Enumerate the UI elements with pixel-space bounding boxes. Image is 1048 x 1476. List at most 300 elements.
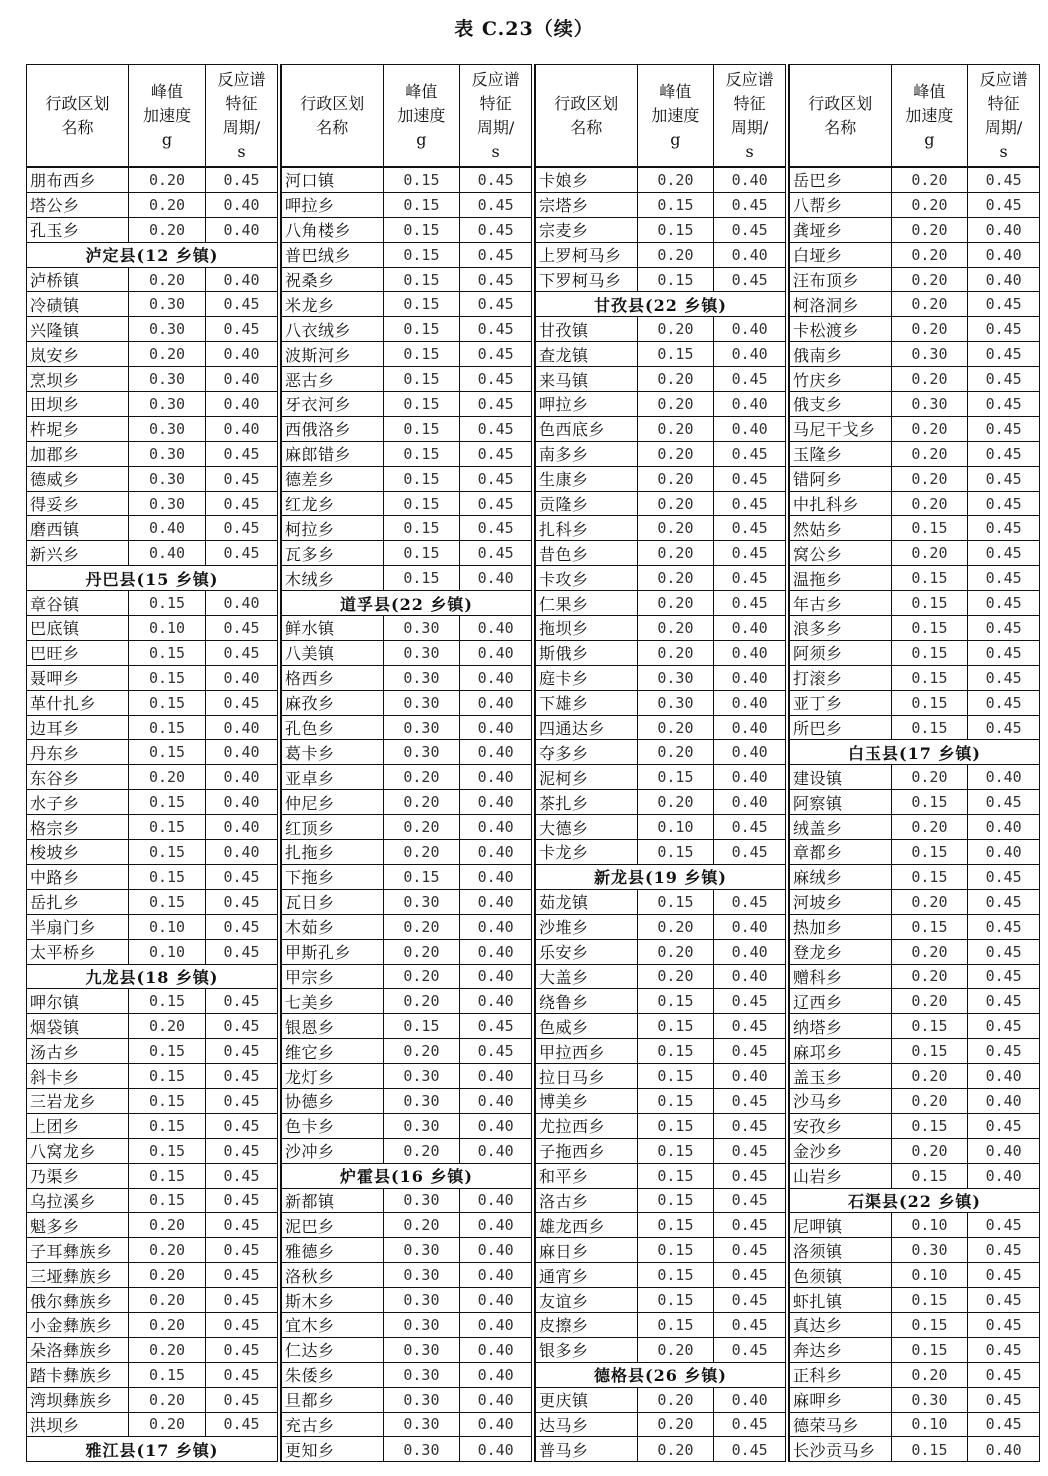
characteristic-period-value: 0.40 [223,594,260,613]
characteristic-period-value: 0.40 [731,320,768,339]
peak-acceleration-value: 0.30 [384,666,461,690]
township-name: 南多乡 [536,442,638,466]
peak-acceleration-value: 0.20 [892,1139,969,1163]
characteristic-period-value: 0.45 [731,1042,768,1061]
characteristic-period-value: 0.45 [477,394,514,413]
table-row [790,492,1039,517]
table-row [27,367,277,392]
characteristic-period-value: 0.40 [731,793,768,812]
characteristic-period-value: 0.45 [731,1266,768,1285]
county-heading: 雅江县(17 乡镇) [85,1441,219,1461]
peak-acceleration-value: 0.15 [129,1064,206,1088]
table-row [282,168,531,193]
township-name: 仁达乡 [282,1338,384,1362]
characteristic-period-value: 0.45 [223,1191,260,1210]
county-heading-row [536,865,785,890]
characteristic-period-value: 0.40 [477,992,514,1011]
peak-acceleration-value: 0.15 [638,1189,715,1213]
peak-acceleration-value: 0.20 [638,965,715,989]
township-name: 盖玉乡 [790,1064,892,1088]
header-characteristic-period: 反应谱 特征 周期/ s [725,69,774,161]
table-row [282,989,531,1014]
table-row [790,616,1039,641]
peak-acceleration-value: 0.15 [892,1039,969,1063]
characteristic-period-value: 0.45 [223,1266,260,1285]
characteristic-period-value: 0.40 [477,1440,514,1459]
peak-acceleration-value: 0.15 [384,516,461,540]
characteristic-period-value: 0.45 [731,1141,768,1160]
table-row [282,243,531,268]
table-row [27,1288,277,1313]
table-row [790,367,1039,392]
table-row [27,292,277,317]
peak-acceleration-value: 0.30 [384,716,461,740]
characteristic-period-value: 0.45 [223,992,260,1011]
peak-acceleration-value: 0.15 [384,865,461,889]
characteristic-period-value: 0.45 [731,469,768,488]
township-name: 魁多乡 [27,1213,129,1237]
peak-acceleration-value: 0.30 [129,367,206,391]
table-row [536,641,785,666]
township-name: 斜卡乡 [27,1064,129,1088]
characteristic-period-value: 0.45 [223,867,260,886]
column-header [27,65,277,168]
table-row [536,218,785,243]
table-row [790,1388,1039,1413]
township-name: 三垭彝族乡 [27,1263,129,1287]
peak-acceleration-value: 0.20 [384,790,461,814]
characteristic-period-value: 0.45 [223,544,260,563]
township-name: 呷尔镇 [27,989,129,1013]
peak-acceleration-value: 0.20 [384,989,461,1013]
township-name: 朵洛彝族乡 [27,1338,129,1362]
characteristic-period-value: 0.45 [985,1241,1022,1260]
table-row [282,367,531,392]
characteristic-period-value: 0.40 [477,967,514,986]
peak-acceleration-value: 0.15 [129,790,206,814]
table-row [790,1014,1039,1039]
peak-acceleration-value: 0.15 [892,1014,969,1038]
township-name: 温拖乡 [790,566,892,590]
peak-acceleration-value: 0.20 [892,193,969,217]
peak-acceleration-value: 0.30 [892,342,969,366]
county-heading-row [536,1363,785,1388]
peak-acceleration-value: 0.20 [638,641,715,665]
peak-acceleration-value: 0.15 [638,1313,715,1337]
table-column-3 [534,64,786,1462]
characteristic-period-value: 0.45 [731,1216,768,1235]
characteristic-period-value: 0.45 [985,1340,1022,1359]
township-name: 朋布西乡 [27,168,129,192]
table-row [282,1189,531,1214]
table-row [282,641,531,666]
characteristic-period-value: 0.45 [223,494,260,513]
peak-acceleration-value: 0.15 [129,1139,206,1163]
township-name: 祝桑乡 [282,268,384,292]
table-row [27,641,277,666]
characteristic-period-value: 0.40 [985,842,1022,861]
peak-acceleration-value: 0.30 [638,666,715,690]
peak-acceleration-value: 0.20 [892,989,969,1013]
table-row [27,840,277,865]
peak-acceleration-value: 0.20 [892,367,969,391]
table-row [282,840,531,865]
township-name: 辽西乡 [790,989,892,1013]
table-row [536,168,785,193]
characteristic-period-value: 0.45 [223,1166,260,1185]
county-heading-row [27,1437,277,1462]
peak-acceleration-value: 0.20 [638,367,715,391]
township-name: 八美镇 [282,641,384,665]
table-row [790,1089,1039,1114]
table-row [282,865,531,890]
table-row [282,1238,531,1263]
township-name: 更庆镇 [536,1388,638,1412]
peak-acceleration-value: 0.15 [129,890,206,914]
township-name: 普巴绒乡 [282,243,384,267]
table-row [536,1189,785,1214]
peak-acceleration-value: 0.15 [638,1238,715,1262]
table-row [282,1413,531,1438]
peak-acceleration-value: 0.10 [892,1213,969,1237]
county-heading: 白玉县(17 乡镇) [848,743,981,763]
header-characteristic-period: 反应谱 特征 周期/ s [979,69,1028,161]
table-row [536,1238,785,1263]
township-name: 绕鲁乡 [536,989,638,1013]
table-row [282,417,531,442]
characteristic-period-value: 0.40 [731,942,768,961]
peak-acceleration-value: 0.15 [129,1089,206,1113]
township-name: 四通达乡 [536,716,638,740]
peak-acceleration-value: 0.15 [129,840,206,864]
township-name: 然姑乡 [790,516,892,540]
peak-acceleration-value: 0.15 [129,691,206,715]
characteristic-period-value: 0.45 [477,220,514,239]
table-row [27,541,277,566]
township-name: 金沙乡 [790,1139,892,1163]
township-name: 米龙乡 [282,292,384,316]
township-name: 瓦日乡 [282,890,384,914]
characteristic-period-value: 0.45 [985,1365,1022,1384]
township-name: 大盖乡 [536,965,638,989]
table-row [282,541,531,566]
characteristic-period-value: 0.40 [477,1415,514,1434]
characteristic-period-value: 0.45 [731,1440,768,1459]
peak-acceleration-value: 0.15 [892,641,969,665]
table-row [282,1363,531,1388]
township-name: 烟袋镇 [27,1014,129,1038]
peak-acceleration-value: 0.15 [638,890,715,914]
peak-acceleration-value: 0.20 [638,168,715,192]
peak-acceleration-value: 0.30 [129,417,206,441]
peak-acceleration-value: 0.20 [129,1213,206,1237]
characteristic-period-value: 0.40 [731,643,768,662]
township-name: 中扎科乡 [790,492,892,516]
characteristic-period-value: 0.45 [731,1091,768,1110]
peak-acceleration-value: 0.20 [638,716,715,740]
characteristic-period-value: 0.45 [985,992,1022,1011]
table-row [282,1014,531,1039]
township-name: 雅德乡 [282,1238,384,1262]
characteristic-period-value: 0.45 [985,643,1022,662]
table-row [536,965,785,990]
peak-acceleration-value: 0.20 [638,740,715,764]
characteristic-period-value: 0.40 [477,569,514,588]
characteristic-period-value: 0.40 [477,693,514,712]
township-name: 长沙贡马乡 [790,1437,892,1462]
characteristic-period-value: 0.45 [985,394,1022,413]
township-name: 上罗柯马乡 [536,243,638,267]
characteristic-period-value: 0.45 [985,1415,1022,1434]
township-name: 沙冲乡 [282,1139,384,1163]
characteristic-period-value: 0.45 [731,544,768,563]
township-name: 泸桥镇 [27,268,129,292]
peak-acceleration-value: 0.30 [384,1288,461,1312]
characteristic-period-value: 0.40 [985,768,1022,787]
township-name: 旦都乡 [282,1388,384,1412]
peak-acceleration-value: 0.15 [384,292,461,316]
table-row [27,417,277,442]
peak-acceleration-value: 0.20 [892,442,969,466]
table-row [536,342,785,367]
table-row [27,1363,277,1388]
peak-acceleration-value: 0.10 [638,815,715,839]
table-column-2 [280,64,532,1462]
table-row [282,516,531,541]
characteristic-period-value: 0.40 [731,345,768,364]
characteristic-period-value: 0.40 [985,270,1022,289]
characteristic-period-value: 0.45 [985,718,1022,737]
township-name: 充古乡 [282,1413,384,1437]
peak-acceleration-value: 0.30 [384,1114,461,1138]
township-name: 波斯河乡 [282,342,384,366]
table-row [536,1064,785,1089]
peak-acceleration-value: 0.20 [892,965,969,989]
peak-acceleration-value: 0.20 [638,392,715,416]
characteristic-period-value: 0.45 [223,519,260,538]
peak-acceleration-value: 0.30 [892,1388,969,1412]
table-row [27,168,277,193]
township-name: 普马乡 [536,1437,638,1462]
peak-acceleration-value: 0.15 [638,1213,715,1237]
peak-acceleration-value: 0.20 [129,168,206,192]
characteristic-period-value: 0.40 [477,793,514,812]
characteristic-period-value: 0.45 [731,195,768,214]
county-heading: 石渠县(22 乡镇) [848,1191,981,1211]
characteristic-period-value: 0.40 [985,1091,1022,1110]
characteristic-period-value: 0.45 [223,170,260,189]
table-row [790,1338,1039,1363]
table-row [27,193,277,218]
characteristic-period-value: 0.45 [985,345,1022,364]
characteristic-period-value: 0.45 [223,469,260,488]
table-row [282,1338,531,1363]
table-row [536,467,785,492]
township-name: 更知乡 [282,1437,384,1462]
table-row [536,1413,785,1438]
township-name: 小金彝族乡 [27,1313,129,1337]
table-row [282,1437,531,1462]
township-name: 打滚乡 [790,666,892,690]
characteristic-period-value: 0.40 [477,1067,514,1085]
table-row [282,790,531,815]
table-row [790,890,1039,915]
table-row [536,915,785,940]
peak-acceleration-value: 0.20 [638,790,715,814]
township-name: 德差乡 [282,467,384,491]
township-name: 格西乡 [282,666,384,690]
table-row [27,442,277,467]
table-row [536,392,785,417]
characteristic-period-value: 0.40 [223,668,260,687]
characteristic-period-value: 0.40 [731,419,768,438]
table-row [790,218,1039,243]
township-name: 和平乡 [536,1164,638,1188]
characteristic-period-value: 0.40 [985,220,1022,239]
peak-acceleration-value: 0.20 [892,168,969,192]
characteristic-period-value: 0.45 [223,643,260,662]
table-row [27,1014,277,1039]
township-name: 田坝乡 [27,392,129,416]
peak-acceleration-value: 0.15 [384,193,461,217]
township-name: 雄龙西乡 [536,1213,638,1237]
peak-acceleration-value: 0.15 [129,865,206,889]
peak-acceleration-value: 0.20 [892,815,969,839]
table-row [282,1064,531,1089]
table-row [536,691,785,716]
township-name: 木绒乡 [282,566,384,590]
peak-acceleration-value: 0.20 [892,492,969,516]
peak-acceleration-value: 0.15 [384,367,461,391]
peak-acceleration-value: 0.30 [384,1189,461,1213]
table-row [790,168,1039,193]
table-row [790,591,1039,616]
characteristic-period-value: 0.45 [223,1340,260,1359]
characteristic-period-value: 0.45 [985,1042,1022,1061]
column-header [790,65,1039,168]
township-name: 巴旺乡 [27,641,129,665]
township-name: 甲宗乡 [282,965,384,989]
township-name: 兴隆镇 [27,317,129,341]
township-name: 孔色乡 [282,716,384,740]
peak-acceleration-value: 0.20 [129,218,206,242]
characteristic-period-value: 0.40 [223,743,260,762]
peak-acceleration-value: 0.15 [892,1288,969,1312]
township-name: 杵坭乡 [27,417,129,441]
table-row [536,1338,785,1363]
characteristic-period-value: 0.45 [985,1266,1022,1285]
table-row [27,492,277,517]
table-row [790,1139,1039,1164]
table-row [282,442,531,467]
characteristic-period-value: 0.40 [985,1166,1022,1185]
characteristic-period-value: 0.45 [731,220,768,239]
peak-acceleration-value: 0.10 [892,1413,969,1437]
peak-acceleration-value: 0.20 [129,1388,206,1412]
peak-acceleration-value: 0.20 [384,965,461,989]
peak-acceleration-value: 0.30 [384,1263,461,1287]
table-row [282,566,531,591]
characteristic-period-value: 0.45 [223,1116,260,1135]
township-name: 章都乡 [790,840,892,864]
peak-acceleration-value: 0.15 [129,1363,206,1387]
township-name: 麻呷乡 [790,1388,892,1412]
peak-acceleration-value: 0.15 [892,566,969,590]
peak-acceleration-value: 0.30 [384,1413,461,1437]
peak-acceleration-value: 0.20 [892,243,969,267]
peak-acceleration-value: 0.20 [892,1064,969,1088]
header-characteristic-period: 反应谱 特征 周期/ s [217,69,266,161]
table-row [536,591,785,616]
peak-acceleration-value: 0.15 [384,442,461,466]
table-row [27,218,277,243]
township-name: 安孜乡 [790,1114,892,1138]
county-heading: 泸定县(12 乡镇) [85,246,219,266]
table-columns [26,64,1038,1462]
characteristic-period-value: 0.45 [731,519,768,538]
characteristic-period-value: 0.40 [477,1340,514,1359]
peak-acceleration-value: 0.15 [638,840,715,864]
township-name: 得妥乡 [27,492,129,516]
township-name: 卡娘乡 [536,168,638,192]
township-name: 仁果乡 [536,591,638,615]
table-row [27,1164,277,1189]
characteristic-period-value: 0.45 [985,967,1022,986]
characteristic-period-value: 0.40 [477,643,514,662]
township-name: 八帮乡 [790,193,892,217]
table-row [27,1313,277,1338]
characteristic-period-value: 0.45 [477,245,514,264]
column-header [536,65,785,168]
characteristic-period-value: 0.45 [223,1216,260,1235]
township-name: 呷拉乡 [536,392,638,416]
header-peak-acceleration: 峰值 加速度 g [638,65,715,166]
peak-acceleration-value: 0.20 [892,1089,969,1113]
characteristic-period-value: 0.40 [477,1241,514,1260]
peak-acceleration-value: 0.40 [129,516,206,540]
peak-acceleration-value: 0.20 [638,591,715,615]
peak-acceleration-value: 0.20 [638,442,715,466]
characteristic-period-value: 0.40 [477,842,514,861]
peak-acceleration-value: 0.15 [129,666,206,690]
table-row [282,193,531,218]
township-name: 洛秋乡 [282,1263,384,1287]
characteristic-period-value: 0.45 [223,1241,260,1260]
table-row [27,1213,277,1238]
township-name: 岳扎乡 [27,890,129,914]
township-name: 牙衣河乡 [282,392,384,416]
township-name: 岳巴乡 [790,168,892,192]
table-row [536,740,785,765]
peak-acceleration-value: 0.15 [638,1164,715,1188]
peak-acceleration-value: 0.30 [384,740,461,764]
peak-acceleration-value: 0.30 [129,392,206,416]
characteristic-period-value: 0.45 [223,618,260,637]
table-row [790,1064,1039,1089]
township-name: 泥巴乡 [282,1213,384,1237]
characteristic-period-value: 0.45 [223,1365,260,1384]
table-row [790,1238,1039,1263]
township-name: 东谷乡 [27,765,129,789]
township-name: 仲尼乡 [282,790,384,814]
peak-acceleration-value: 0.10 [129,940,206,964]
peak-acceleration-value: 0.15 [892,1437,969,1462]
characteristic-period-value: 0.45 [477,170,514,189]
township-name: 半扇门乡 [27,915,129,939]
table-row [27,765,277,790]
township-name: 丹东乡 [27,740,129,764]
characteristic-period-value: 0.45 [985,793,1022,812]
